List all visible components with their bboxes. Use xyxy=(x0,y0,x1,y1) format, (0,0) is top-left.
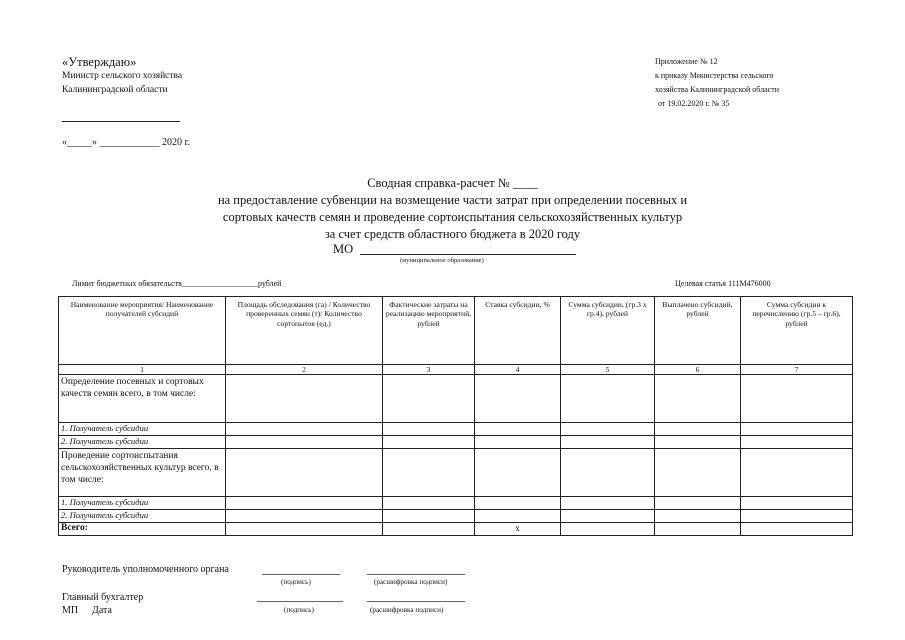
column-number-row xyxy=(59,365,853,375)
accountant-decode-caption: (расшифровка подписи) xyxy=(370,606,444,614)
table-total-row xyxy=(59,523,853,536)
appendix-number: Приложение № 12 xyxy=(655,57,718,66)
appendix-order-line1: к приказу Министерства сельского xyxy=(655,71,774,80)
head-signature-line xyxy=(262,574,340,575)
table-cell[interactable] xyxy=(741,375,853,423)
table-cell[interactable] xyxy=(561,436,655,449)
table-row xyxy=(59,497,853,510)
table-cell[interactable] xyxy=(655,510,741,523)
table-row xyxy=(59,510,853,523)
table-cell[interactable] xyxy=(383,510,475,523)
table-cell[interactable] xyxy=(226,375,383,423)
table-cell[interactable] xyxy=(655,423,741,436)
approval-signature-line xyxy=(62,121,180,122)
table-cell[interactable] xyxy=(475,375,561,423)
table-cell[interactable] xyxy=(741,423,853,436)
accountant-signature-caption: (подпись) xyxy=(284,606,314,614)
table-cell[interactable] xyxy=(561,423,655,436)
table-row-seed-quality xyxy=(59,375,853,423)
recipient-label: 1. Получатель субсидии xyxy=(59,423,226,436)
table-cell[interactable] xyxy=(655,449,741,497)
table-cell[interactable] xyxy=(475,436,561,449)
header-area: Площадь обследования (га) / Количество проверенных семян (т)/ Количество сортопытов (ед.) xyxy=(226,297,383,365)
appendix-order-line2: хозяйства Калининградской области xyxy=(655,85,780,94)
seal-label: МП xyxy=(62,605,79,616)
head-decode-caption: (расшифровка подписи) xyxy=(374,578,448,586)
document-title: Сводная справка-расчет № ____ xyxy=(367,176,538,190)
approval-position-line2: Калининградской области xyxy=(62,85,168,95)
table-cell[interactable] xyxy=(741,497,853,510)
column-number: 1 xyxy=(59,365,226,375)
column-number: 6 xyxy=(655,365,741,375)
table-cell[interactable] xyxy=(226,449,383,497)
table-cell[interactable] xyxy=(655,375,741,423)
document-subtitle-line3: за счет средств областного бюджета в 2020 году xyxy=(324,227,581,241)
table-cell[interactable] xyxy=(475,423,561,436)
table-cell[interactable] xyxy=(655,523,741,536)
table-cell[interactable] xyxy=(475,510,561,523)
column-number: 5 xyxy=(561,365,655,375)
table-cell[interactable] xyxy=(561,497,655,510)
table-cell[interactable] xyxy=(475,449,561,497)
accountant-signature-line xyxy=(257,601,343,602)
table-cell[interactable] xyxy=(383,523,475,536)
header-actual-costs: Фактические затраты на реализацию мероприятий, рублей xyxy=(383,297,475,365)
header-to-transfer: Сумма субсидии к перечислению (гр.5 – гр.6), рублей xyxy=(741,297,853,365)
head-signature-caption: (подпись) xyxy=(281,578,311,586)
recipient-label: 1. Получатель субсидии xyxy=(59,497,226,510)
table-cell[interactable] xyxy=(383,375,475,423)
total-rate-mark: х xyxy=(475,523,561,536)
date-label: Дата xyxy=(92,605,112,616)
table-cell[interactable] xyxy=(226,523,383,536)
header-paid: Выплачено субсидий, рублей xyxy=(655,297,741,365)
table-cell[interactable] xyxy=(226,497,383,510)
column-number: 7 xyxy=(741,365,853,375)
head-of-authority-label: Руководитель уполномоченного органа xyxy=(62,564,229,575)
header-subsidy-rate: Ставка субсидии, % xyxy=(475,297,561,365)
header-subsidy-amount: Сумма субсидии, (гр.3 х гр.4), рублей xyxy=(561,297,655,365)
table-cell[interactable] xyxy=(475,497,561,510)
table-row-variety-testing xyxy=(59,449,853,497)
table-cell[interactable] xyxy=(741,523,853,536)
table-cell[interactable] xyxy=(561,523,655,536)
table-cell[interactable] xyxy=(741,436,853,449)
table-header-row xyxy=(59,297,853,365)
subsidy-table xyxy=(58,296,853,536)
accountant-decode-line xyxy=(367,601,465,602)
table-cell[interactable] xyxy=(383,497,475,510)
chief-accountant-label: Главный бухгалтер xyxy=(62,592,144,603)
column-number: 4 xyxy=(475,365,561,375)
head-decode-line xyxy=(367,574,465,575)
table-row xyxy=(59,423,853,436)
table-cell[interactable] xyxy=(741,510,853,523)
appendix-order-date: от 19.02.2020 г. № 35 xyxy=(658,99,730,108)
table-cell[interactable] xyxy=(655,497,741,510)
table-row xyxy=(59,436,853,449)
document-subtitle-line1: на предоставление субвенции на возмещение части затрат при определении посевных и xyxy=(217,193,688,207)
total-label: Всего: xyxy=(59,523,226,536)
table-cell[interactable] xyxy=(741,449,853,497)
target-article: Целевая статья 111М476000 xyxy=(675,279,771,288)
table-cell[interactable] xyxy=(226,510,383,523)
recipient-label: 2. Получатель субсидии xyxy=(59,436,226,449)
approval-heading: «Утверждаю» xyxy=(62,55,137,69)
table-cell[interactable] xyxy=(383,423,475,436)
document-subtitle-line2: сортовых качеств семян и проведение сортоиспытания сельскохозяйственных культур xyxy=(222,210,683,224)
table-cell[interactable] xyxy=(561,510,655,523)
table-cell[interactable] xyxy=(561,449,655,497)
municipality-caption: (муниципальное образование) xyxy=(400,257,484,264)
table-cell[interactable] xyxy=(383,436,475,449)
municipality-label: МО xyxy=(333,242,354,256)
column-number: 2 xyxy=(226,365,383,375)
recipient-label: 2. Получатель субсидии xyxy=(59,510,226,523)
table-cell[interactable] xyxy=(383,449,475,497)
municipality-field-line xyxy=(360,254,576,255)
approval-position-line1: Министр сельского хозяйства xyxy=(62,71,183,81)
budget-limit: Лимит бюджетных обязательств___________________рублей xyxy=(72,279,282,288)
column-number: 3 xyxy=(383,365,475,375)
table-cell[interactable] xyxy=(561,375,655,423)
table-cell[interactable] xyxy=(226,436,383,449)
table-cell[interactable] xyxy=(655,436,741,449)
table-cell[interactable] xyxy=(226,423,383,436)
seed-quality-section-label: Определение посевных и сортовых качеств семян всего, в том числе: xyxy=(59,375,226,423)
variety-testing-section-label: Проведение сортоиспытания сельскохозяйственных культур всего, в том числе: xyxy=(59,449,226,497)
header-activity-name: Наименование мероприятия/ Наименование получателей субсидий xyxy=(59,297,226,365)
approval-date: «_____» ____________ 2020 г. xyxy=(62,137,190,148)
